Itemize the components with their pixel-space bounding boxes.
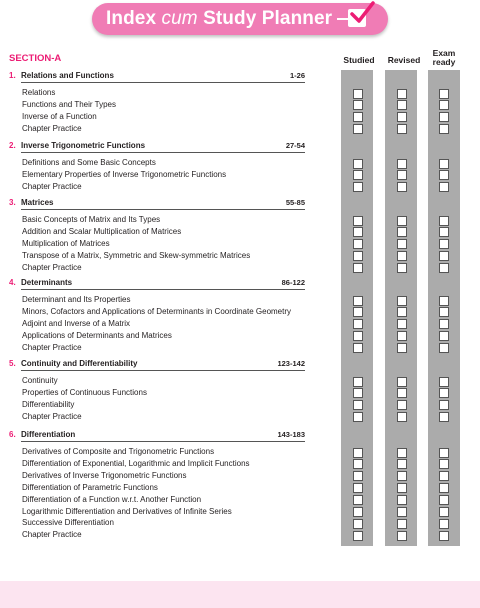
topic-item: Multiplication of Matrices	[22, 238, 110, 248]
exam-ready-checkbox[interactable]	[439, 251, 449, 261]
studied-checkbox[interactable]	[353, 263, 363, 273]
chapter-pages: 55-85	[285, 198, 305, 207]
studied-checkbox[interactable]	[353, 377, 363, 387]
column-header-exam-ready: Exam ready	[432, 48, 456, 67]
revised-checkbox[interactable]	[397, 170, 407, 180]
exam-ready-checkbox[interactable]	[439, 519, 449, 529]
chapter-pages: 123-142	[277, 359, 305, 368]
revised-checkbox[interactable]	[397, 159, 407, 169]
revised-checkbox[interactable]	[397, 216, 407, 226]
exam-ready-checkbox[interactable]	[439, 448, 449, 458]
chapter-number: 2.	[9, 141, 16, 150]
topic-item: Differentiation of Exponential, Logarithmic and Implicit Functions	[22, 458, 250, 468]
chapter-underline	[21, 289, 305, 290]
exam-ready-checkbox[interactable]	[439, 459, 449, 469]
topic-item: Chapter Practice	[22, 262, 82, 272]
studied-checkbox[interactable]	[353, 507, 363, 517]
revised-checkbox[interactable]	[397, 495, 407, 505]
studied-checkbox[interactable]	[353, 159, 363, 169]
checkmark-icon	[349, 0, 375, 26]
revised-checkbox[interactable]	[397, 182, 407, 192]
studied-checkbox[interactable]	[353, 319, 363, 329]
studied-checkbox[interactable]	[353, 239, 363, 249]
topic-item: Chapter Practice	[22, 342, 82, 352]
revised-checkbox[interactable]	[397, 483, 407, 493]
topic-item: Differentiation of Parametric Functions	[22, 482, 158, 492]
exam-ready-checkbox[interactable]	[439, 495, 449, 505]
studied-checkbox[interactable]	[353, 112, 363, 122]
topic-item: Minors, Cofactors and Applications of Determinants in Coordinate Geometry	[22, 306, 292, 316]
revised-checkbox[interactable]	[397, 507, 407, 517]
topic-item: Adjoint and Inverse of a Matrix	[22, 318, 131, 328]
topic-item: Differentiability	[22, 399, 75, 409]
exam-ready-checkbox[interactable]	[439, 89, 449, 99]
revised-checkbox[interactable]	[397, 239, 407, 249]
exam-ready-checkbox[interactable]	[439, 331, 449, 341]
revised-checkbox[interactable]	[397, 471, 407, 481]
revised-checkbox[interactable]	[397, 412, 407, 422]
topic-item: Elementary Properties of Inverse Trigonometric Functions	[22, 169, 227, 179]
chapter-pages: 143-183	[277, 430, 305, 439]
chapter-number: 3.	[9, 198, 16, 207]
topic-item: Logarithmic Differentiation and Derivatives of Infinite Series	[22, 506, 232, 516]
topic-item: Derivatives of Inverse Trigonometric Functions	[22, 470, 187, 480]
revised-checkbox[interactable]	[397, 124, 407, 134]
revised-checkbox[interactable]	[397, 89, 407, 99]
chapter-title: Determinants	[21, 278, 73, 287]
revised-checkbox[interactable]	[397, 227, 407, 237]
studied-checkbox[interactable]	[353, 459, 363, 469]
revised-checkbox[interactable]	[397, 388, 407, 398]
studied-checkbox[interactable]	[353, 531, 363, 541]
chapter-title: Differentiation	[21, 430, 76, 439]
topic-item: Chapter Practice	[22, 181, 82, 191]
topic-item: Inverse of a Function	[22, 111, 97, 121]
exam-ready-checkbox[interactable]	[439, 388, 449, 398]
revised-checkbox[interactable]	[397, 331, 407, 341]
revised-checkbox[interactable]	[397, 531, 407, 541]
chapter-underline	[21, 441, 305, 442]
chapter-title: Relations and Functions	[21, 71, 114, 80]
studied-checkbox[interactable]	[353, 307, 363, 317]
topic-item: Chapter Practice	[22, 530, 82, 540]
topic-item: Chapter Practice	[22, 411, 82, 421]
exam-ready-checkbox[interactable]	[439, 483, 449, 493]
revised-checkbox[interactable]	[397, 263, 407, 273]
studied-checkbox[interactable]	[353, 519, 363, 529]
chapter-number: 6.	[9, 430, 16, 439]
exam-ready-checkbox[interactable]	[439, 112, 449, 122]
exam-ready-checkbox[interactable]	[439, 170, 449, 180]
column-header-studied: Studied	[343, 55, 375, 65]
exam-ready-checkbox[interactable]	[439, 216, 449, 226]
revised-checkbox[interactable]	[397, 307, 407, 317]
studied-checkbox[interactable]	[353, 182, 363, 192]
studied-checkbox[interactable]	[353, 471, 363, 481]
studied-checkbox[interactable]	[353, 216, 363, 226]
studied-checkbox[interactable]	[353, 170, 363, 180]
topic-item: Successive Differentiation	[22, 518, 114, 528]
chapter-pages: 1-26	[289, 71, 305, 80]
topic-item: Relations	[22, 88, 56, 97]
studied-checkbox[interactable]	[353, 331, 363, 341]
exam-ready-checkbox[interactable]	[439, 296, 449, 306]
revised-checkbox[interactable]	[397, 448, 407, 458]
page-title: Index cum Study Planner	[106, 8, 333, 29]
section-label: SECTION-A	[9, 53, 62, 64]
chapter-number: 4.	[9, 278, 16, 287]
chapter-underline	[21, 152, 305, 153]
chapter-title: Continuity and Differentiability	[21, 359, 138, 368]
exam-ready-checkbox[interactable]	[439, 319, 449, 329]
topic-item: Chapter Practice	[22, 123, 82, 133]
studied-checkbox[interactable]	[353, 343, 363, 353]
topic-item: Differentiation of a Function w.r.t. Another Function	[22, 494, 202, 504]
exam-ready-checkbox[interactable]	[439, 182, 449, 192]
exam-ready-checkbox[interactable]	[439, 239, 449, 249]
chapter-title: Matrices	[21, 198, 54, 207]
exam-ready-checkbox[interactable]	[439, 507, 449, 517]
revised-checkbox[interactable]	[397, 519, 407, 529]
exam-ready-checkbox[interactable]	[439, 159, 449, 169]
studied-checkbox[interactable]	[353, 400, 363, 410]
studied-checkbox[interactable]	[353, 227, 363, 237]
topic-item: Addition and Scalar Multiplication of Matrices	[22, 226, 182, 236]
revised-checkbox[interactable]	[397, 459, 407, 469]
revised-checkbox[interactable]	[397, 296, 407, 306]
studied-checkbox[interactable]	[353, 100, 363, 110]
exam-ready-checkbox[interactable]	[439, 124, 449, 134]
exam-ready-checkbox[interactable]	[439, 471, 449, 481]
exam-ready-checkbox[interactable]	[439, 343, 449, 353]
topic-item: Continuity	[22, 376, 58, 385]
topic-item: Basic Concepts of Matrix and Its Types	[22, 215, 161, 224]
studied-checkbox[interactable]	[353, 124, 363, 134]
chapter-pages: 86-122	[281, 278, 305, 287]
studied-checkbox[interactable]	[353, 89, 363, 99]
exam-ready-checkbox[interactable]	[439, 377, 449, 387]
revised-checkbox[interactable]	[397, 319, 407, 329]
topic-item: Definitions and Some Basic Concepts	[22, 158, 156, 167]
revised-checkbox[interactable]	[397, 400, 407, 410]
topic-item: Transpose of a Matrix, Symmetric and Skew-symmetric Matrices	[22, 250, 251, 260]
exam-ready-checkbox[interactable]	[439, 531, 449, 541]
chapter-title: Inverse Trigonometric Functions	[21, 141, 146, 150]
exam-ready-checkbox[interactable]	[439, 263, 449, 273]
studied-checkbox[interactable]	[353, 483, 363, 493]
title-banner	[92, 3, 388, 35]
topic-item: Determinant and Its Properties	[22, 295, 131, 304]
studied-checkbox[interactable]	[353, 495, 363, 505]
chapter-underline	[21, 209, 305, 210]
column-header-revised: Revised	[387, 55, 421, 65]
chapter-underline	[21, 82, 305, 83]
exam-ready-checkbox[interactable]	[439, 100, 449, 110]
exam-ready-checkbox[interactable]	[439, 400, 449, 410]
studied-checkbox[interactable]	[353, 296, 363, 306]
topic-item: Applications of Determinants and Matrices	[22, 330, 172, 340]
exam-ready-checkbox[interactable]	[439, 307, 449, 317]
topic-item: Functions and Their Types	[22, 99, 116, 109]
topic-item: Properties of Continuous Functions	[22, 387, 147, 397]
exam-ready-checkbox[interactable]	[439, 412, 449, 422]
studied-checkbox[interactable]	[353, 388, 363, 398]
chapter-pages: 27-54	[285, 141, 305, 150]
chapter-number: 1.	[9, 71, 16, 80]
revised-checkbox[interactable]	[397, 100, 407, 110]
studied-checkbox[interactable]	[353, 251, 363, 261]
revised-checkbox[interactable]	[397, 343, 407, 353]
revised-checkbox[interactable]	[397, 377, 407, 387]
footer-band	[0, 581, 480, 608]
exam-ready-checkbox[interactable]	[439, 227, 449, 237]
chapter-number: 5.	[9, 359, 16, 368]
studied-checkbox[interactable]	[353, 448, 363, 458]
revised-checkbox[interactable]	[397, 112, 407, 122]
revised-checkbox[interactable]	[397, 251, 407, 261]
studied-checkbox[interactable]	[353, 412, 363, 422]
topic-item: Derivatives of Composite and Trigonometric Functions	[22, 447, 215, 456]
chapter-underline	[21, 370, 305, 371]
